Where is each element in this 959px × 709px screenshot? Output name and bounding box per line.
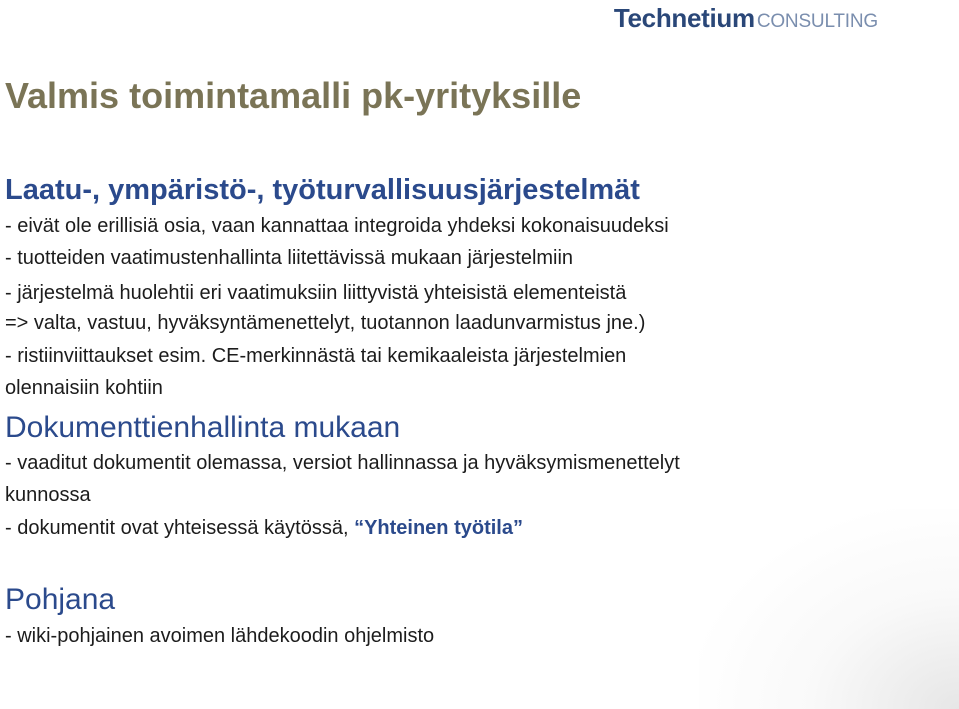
company-logo [614, 2, 878, 34]
section-heading-basis: Pohjana [5, 583, 116, 616]
body-line: => valta, vastuu, hyväksyntämenettelyt, tuotannon laadunvarmistus jne.) [5, 312, 646, 334]
body-line: - järjestelmä huolehtii eri vaatimuksiin liittyvistä yhteisistä elementeistä [5, 282, 627, 304]
section-heading-document-management: Dokumenttienhallinta mukaan [5, 411, 401, 444]
body-line: olennaisiin kohtiin [5, 377, 163, 399]
body-line: - eivät ole erillisiä osia, vaan kannattaa integroida yhdeksi kokonaisuudeksi [5, 215, 669, 237]
body-line-mixed [5, 516, 523, 540]
body-line: - ristiinviittaukset esim. CE-merkinnästä tai kemikaaleista järjestelmien [5, 345, 627, 367]
slide-title: Valmis toimintamalli pk-yrityksille [5, 75, 582, 116]
logo-suffix: CONSULTING [756, 11, 878, 32]
section-heading-quality-systems: Laatu-, ympäristö-, työturvallisuusjärjestelmät [5, 174, 640, 206]
body-line: - tuotteiden vaatimustenhallinta liitettävissä mukaan järjestelmiin [5, 247, 574, 269]
body-line: kunnossa [5, 484, 91, 506]
body-line-text: - dokumentit ovat yhteisessä käytössä, [5, 517, 355, 539]
body-line: - vaaditut dokumentit olemassa, versiot hallinnassa ja hyväksymismenettelyt [5, 452, 680, 474]
corner-shadow [699, 509, 959, 709]
logo-brand: Technetium [613, 3, 755, 33]
body-line: - wiki-pohjainen avoimen lähdekoodin ohjelmisto [5, 625, 435, 647]
emphasis-shared-workspace: “Yhteinen työtila” [354, 517, 523, 539]
